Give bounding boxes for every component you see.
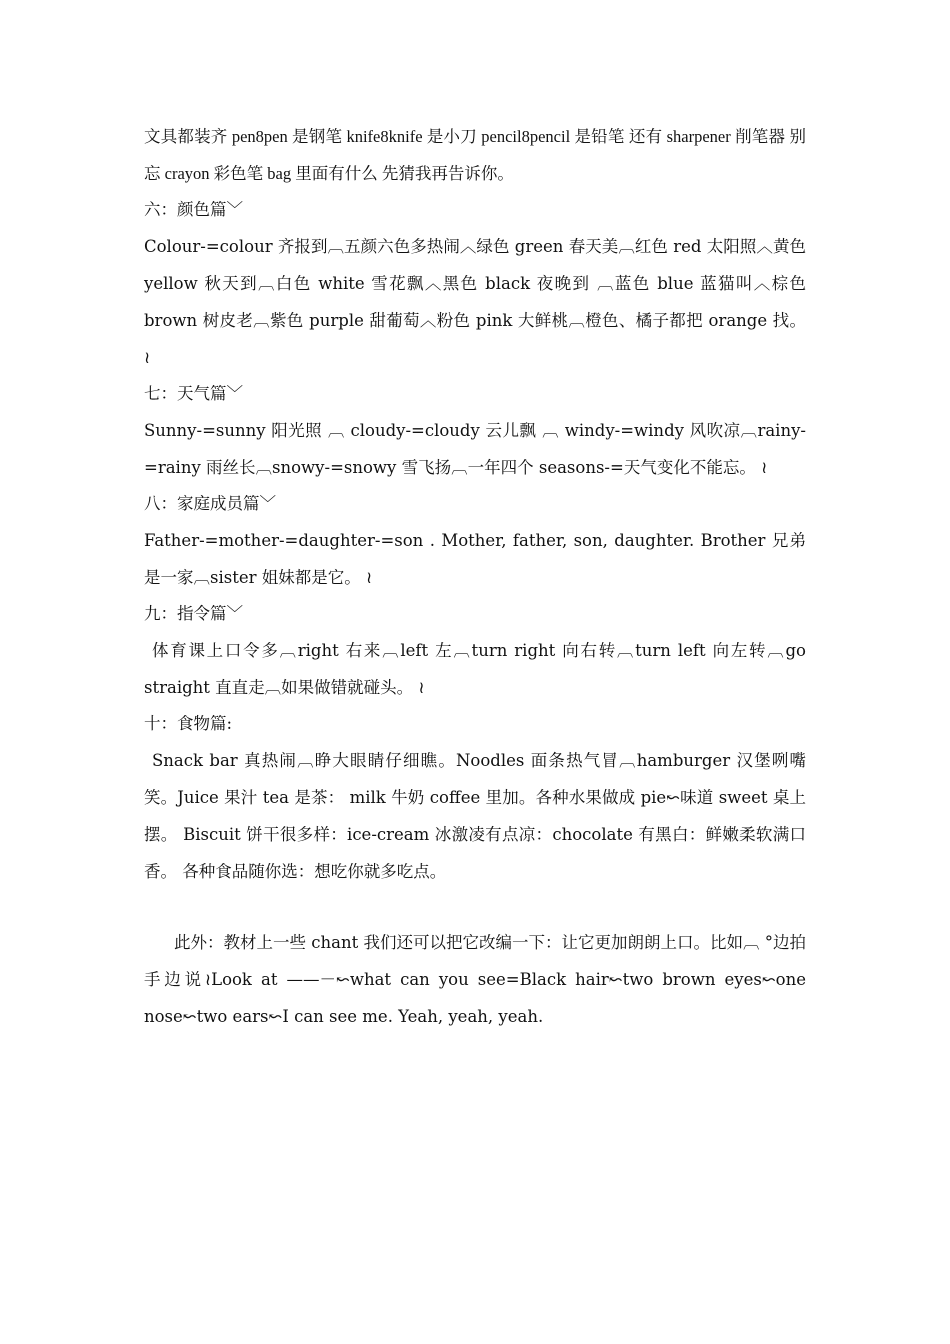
weather-section-heading: 七：天气篇﹀ bbox=[144, 384, 243, 403]
chant-paragraph: 此外：教材上一些 chant 我们还可以把它改编一下：让它更加朗朗上口。比如︹ °边拍手边说≀Look at ——－↜what can you see=Black hair↜two brown eyes↜one nose↜two ears↜I can see me. Yeah, yeah, yeah. bbox=[144, 933, 806, 1026]
document-page bbox=[144, 118, 806, 1035]
colour-section-heading: 六：颜色篇﹀ bbox=[144, 200, 243, 219]
command-paragraph: 体育课上口令多︹right 右来︹left 左︹turn right 向右转︹turn left 向左转︹go straight 直直走︹如果做错就碰头。 ≀ bbox=[144, 641, 806, 697]
family-section-heading: 八：家庭成员篇﹀ bbox=[144, 494, 276, 513]
family-paragraph: Father-=mother-=daughter-=son . Mother, father, son, daughter. Brother 兄弟是一家︹sister 姐妹都是它。 ≀ bbox=[144, 531, 806, 587]
food-section-heading: 十：食物篇: bbox=[144, 714, 233, 733]
colour-paragraph: Colour-=colour 齐报到︹五颜六色多热闹︿绿色 green 春天美︹红色 red 太阳照︿黄色 yellow 秋天到︹白色 white 雪花飘︿黑色 black 夜晚到 ︹蓝色 blue 蓝猫叫︿棕色 brown 树皮老︹紫色 purple 甜葡萄︿粉色 pink 大鲜桃︹橙色、橘子都把 orange 找。 ≀ bbox=[144, 237, 806, 367]
paragraph-spacer bbox=[144, 890, 806, 924]
food-paragraph: Snack bar 真热闹︹睁大眼睛仔细瞧。Noodles 面条热气冒︹hamburger 汉堡咧嘴笑。Juice 果汁 tea 是茶： milk 牛奶 coffee 里加。各种水果做成 pie↜味道 sweet 桌上摆。 Biscuit 饼干很多样：ice-cream 冰激凌有点凉：chocolate 有黑白：鲜嫩柔软满口香。 各种食品随你选：想吃你就多吃点。 bbox=[144, 751, 806, 881]
stationery-paragraph: 文具都装齐 pen8pen 是钢笔 knife8knife 是小刀 pencil8pencil 是铅笔 还有 sharpener 削笔器 别忘 crayon 彩色笔 bag 里面有什么 先猜我再告诉你。 bbox=[144, 127, 806, 183]
command-section-heading: 九：指令篇﹀ bbox=[144, 604, 243, 623]
weather-paragraph: Sunny-=sunny 阳光照 ︹ cloudy-=cloudy 云儿飘 ︹ windy-=windy 风吹凉︹rainy-=rainy 雨丝长︹snowy-=snowy 雪飞扬︹一年四个 seasons-=天气变化不能忘。 ≀ bbox=[144, 421, 806, 477]
